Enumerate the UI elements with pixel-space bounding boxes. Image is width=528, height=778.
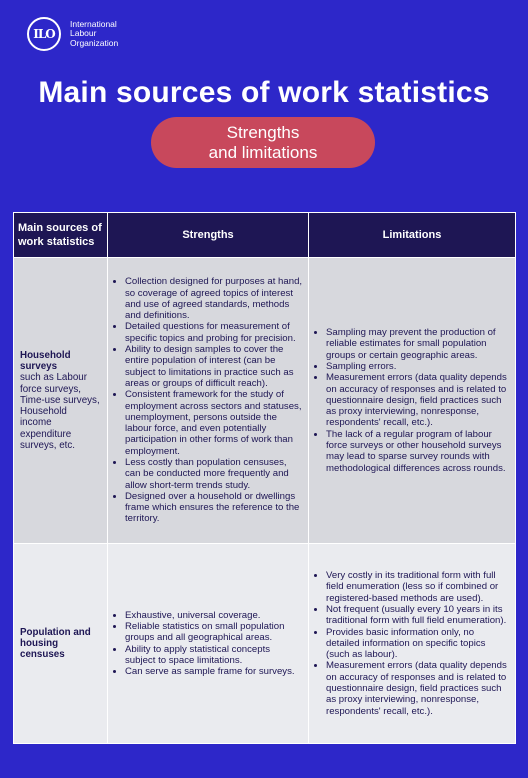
strengths-cell xyxy=(108,544,309,744)
list-item: • Measurement errors (data quality depends on accuracy of responses and is related to questionnaire design, field practices such as proxy interviewing, nonresponse, respondents' recall, etc.). xyxy=(326,660,510,716)
subtitle-line: and limitations xyxy=(208,142,318,162)
row-header xyxy=(14,544,108,744)
column-header: Strengths xyxy=(108,213,309,258)
table-row xyxy=(14,544,516,744)
limitations-cell xyxy=(309,544,516,744)
org-name xyxy=(70,20,118,49)
sources-table xyxy=(13,212,516,744)
list-item: • Sampling errors. xyxy=(326,361,510,372)
table-row xyxy=(14,258,516,544)
list-item: • Very costly in its traditional form with full field enumeration (less so if combined or registered-based methods are used). xyxy=(326,570,510,604)
list-item: • Can serve as sample frame for surveys. xyxy=(125,666,303,677)
list-item: • Consistent framework for the study of employment across sectors and statuses, unemployment, persons outside the labour force, and even potentially participation in other forms of work than employment. xyxy=(125,389,303,457)
list-item: • Detailed questions for measurement of specific topics and probing for precision. xyxy=(125,321,303,344)
list-item: • Provides basic information only, no detailed information on specific topics (such as labour). xyxy=(326,627,510,661)
list-item: • Reliable statistics on small population groups and all geographical areas. xyxy=(125,621,303,644)
ilo-emblem-icon: ILO xyxy=(27,17,61,51)
table-header-row xyxy=(14,213,516,258)
list-item: • Sampling may prevent the production of reliable estimates for small population groups or certain geographic areas. xyxy=(326,327,510,361)
column-header: Limitations xyxy=(309,213,516,258)
list-item: • Ability to apply statistical concepts subject to space limitations. xyxy=(125,644,303,667)
org-name-line: Labour xyxy=(70,28,97,39)
ilo-logo xyxy=(27,17,118,51)
list-item: • The lack of a regular program of labour force surveys or other household surveys may lead to sparse survey rounds with methodological differences across rounds. xyxy=(326,429,510,474)
list-item: • Ability to design samples to cover the entire population of interest (can be subject to limitations in practice such as areas or groups of difficult reach). xyxy=(125,344,303,389)
row-header xyxy=(14,258,108,544)
subtitle-badge xyxy=(151,117,375,168)
list-item: • Not frequent (usually every 10 years in its traditional form with full field enumeration). xyxy=(326,604,510,627)
source-name: Household surveys xyxy=(20,349,71,372)
page-title: Main sources of work statistics xyxy=(38,76,490,109)
subtitle-line: Strengths xyxy=(226,122,300,142)
source-description: such as Labour force surveys, Time-use surveys, Household income expenditure surveys, etc. xyxy=(20,372,100,452)
list-item: • Exhaustive, universal coverage. xyxy=(125,610,303,621)
list-item: • Less costly than population censuses, can be conducted more frequently and allow short-term trends study. xyxy=(125,457,303,491)
column-header: Main sources of work statistics xyxy=(14,213,108,258)
strengths-cell xyxy=(108,258,309,544)
org-name-line: International xyxy=(70,18,117,29)
limitations-cell xyxy=(309,258,516,544)
list-item: • Measurement errors (data quality depends on accuracy of responses and is related to questionnaire design, field practices such as proxy interviewing, nonresponse, respondents' recall, etc.). xyxy=(326,372,510,428)
source-name: Population and housing censuses xyxy=(20,626,91,661)
list-item: • Designed over a household or dwellings frame which ensures the reference to the territory. xyxy=(125,491,303,525)
list-item: • Collection designed for purposes at hand, so coverage of agreed topics of interest and use of agreed standards, methods and definitions. xyxy=(125,276,303,321)
org-name-line: Organization xyxy=(70,37,119,48)
